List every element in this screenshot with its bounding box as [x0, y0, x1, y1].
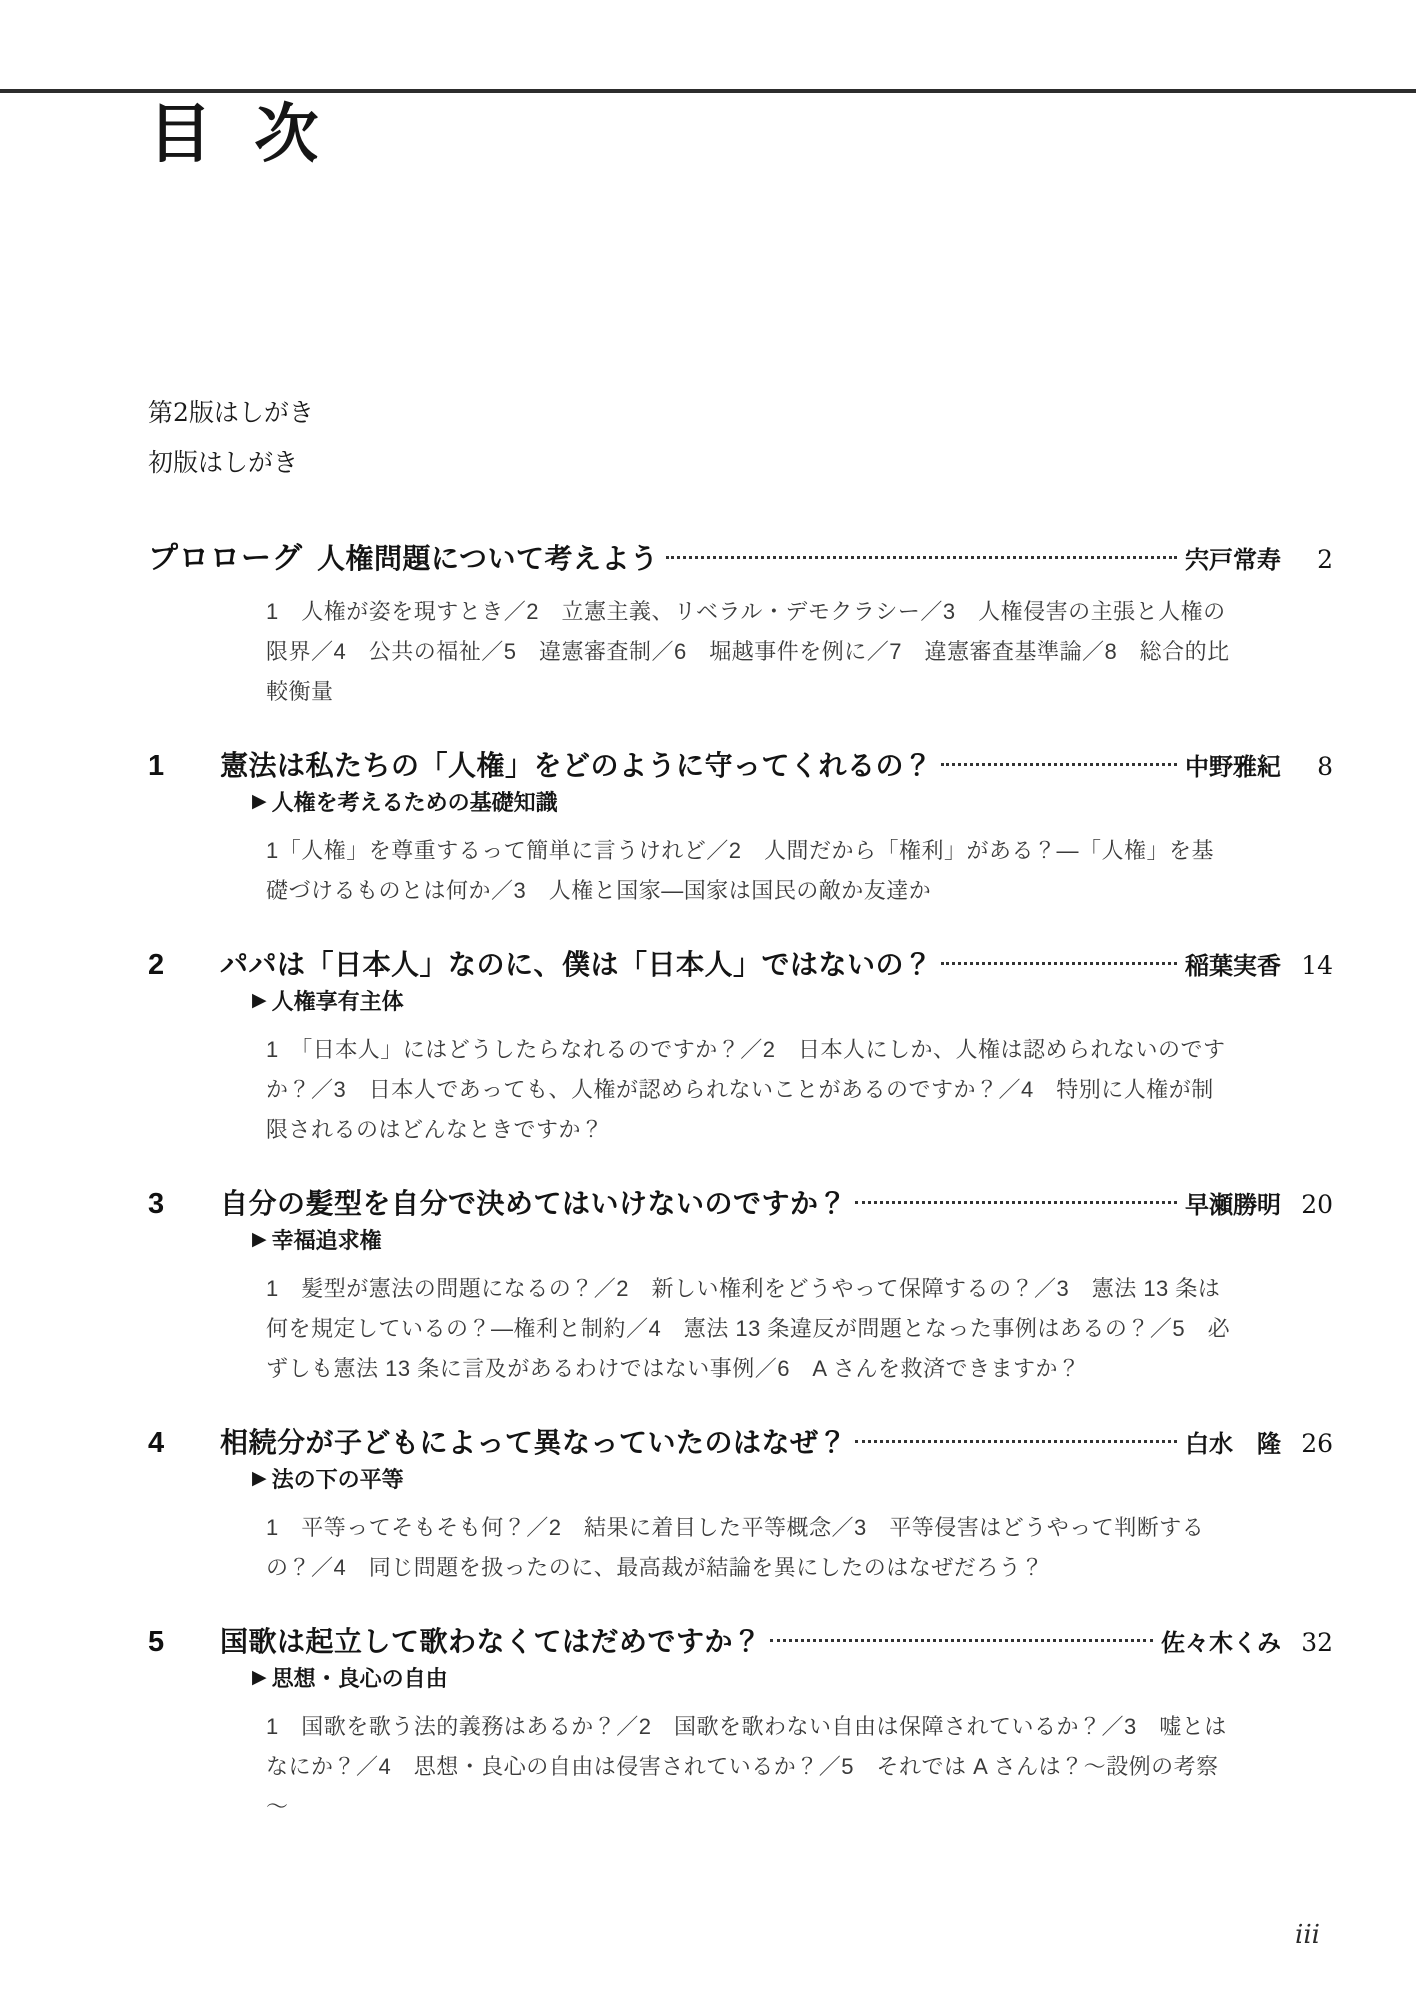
entry-page-number: 2: [1317, 545, 1333, 575]
entry-page-number: 8: [1317, 752, 1333, 782]
dotted-leader: [855, 1201, 1177, 1204]
entry-title: 自分の髪型を自分で決めてはいけないのですか？: [220, 1187, 848, 1221]
prologue-label: プロローグ: [148, 542, 303, 576]
entry-subtitle: 人権享有主体: [271, 989, 404, 1015]
entry-page-number: 14: [1301, 951, 1333, 981]
chapter-number: 4: [148, 1427, 165, 1460]
dotted-leader: [941, 962, 1177, 965]
entry-title: 人権問題について考えよう: [317, 542, 659, 576]
entry-topics: 1 髪型が憲法の問題になるの？／2 新しい権利をどうやって保障するの？／3 憲法 13 条は何を規定しているの？―権利と制約／4 憲法 13 条違反が問題となった事例はあるの？／5 必ずしも憲法 13 条に言及があるわけではない事例／6 A さんを救済できますか？: [266, 1276, 1231, 1382]
entry-subtitle-row: [252, 1466, 1333, 1494]
dotted-leader: [941, 763, 1177, 766]
entry-title-row: [148, 1425, 1333, 1462]
entry-subtitle: 法の下の平等: [271, 1467, 404, 1493]
entry-page-number: 26: [1301, 1429, 1333, 1459]
entry-subtitle: 幸福追求権: [271, 1228, 382, 1254]
folio-page-number: iii: [1295, 1920, 1320, 1950]
frontmatter-list: [148, 398, 1333, 478]
entry-title: 相続分が子どもによって異なっていたのはなぜ？: [220, 1426, 848, 1460]
triangle-marker-icon: ▶: [252, 1468, 267, 1490]
entry-topics: 1 平等ってそもそも何？／2 結果に着目した平等概念／3 平等侵害はどうやって判断するの？／4 同じ問題を扱ったのに、最高裁が結論を異にしたのはなぜだろう？: [266, 1515, 1205, 1581]
entry-subtitle: 思想・良心の自由: [271, 1666, 448, 1692]
dotted-leader: [770, 1639, 1153, 1642]
entry-title: パパは「日本人」なのに、僕は「日本人」ではないの？: [220, 948, 933, 982]
chapter-number: 5: [148, 1626, 165, 1659]
frontmatter-item-preface-2nd: 第2版はしがき: [148, 398, 314, 428]
entry-author: 早瀬勝明: [1185, 1190, 1281, 1220]
entry-subtitle: 人権を考えるための基礎知識: [271, 790, 558, 816]
entry-page-number: 32: [1301, 1628, 1333, 1658]
toc-entry-chapter-1: [148, 748, 1333, 911]
chapter-number: 1: [148, 750, 165, 783]
toc-entry-chapter-3: [148, 1186, 1333, 1389]
page-title: 目 次: [148, 97, 329, 172]
entry-subtitle-row: [252, 789, 1333, 817]
dotted-leader: [666, 556, 1177, 559]
entry-title-row: [148, 1186, 1333, 1223]
entry-topics: 1 人権が姿を現すとき／2 立憲主義、リベラル・デモクラシー／3 人権侵害の主張と人権の限界／4 公共の福祉／5 違憲審査制／6 堀越事件を例に／7 違憲審査基準論／8 総合的比較衡量: [266, 599, 1230, 705]
entry-author: 佐々木くみ: [1161, 1628, 1281, 1658]
entry-title-row: [148, 541, 1333, 578]
dotted-leader: [855, 1440, 1177, 1443]
toc-entry-chapter-5: [148, 1624, 1333, 1827]
entry-topics: 1「人権」を尊重するって簡単に言うけれど／2 人間だから「権利」がある？―「人権」を基礎づけるものとは何か／3 人権と国家―国家は国民の敵か友達か: [266, 838, 1214, 904]
entry-author: 稲葉実香: [1185, 951, 1281, 981]
entry-page-number: 20: [1301, 1190, 1333, 1220]
entry-subtitle-row: [252, 1227, 1333, 1255]
entry-title-row: [148, 947, 1333, 984]
toc-entry-chapter-4: [148, 1425, 1333, 1588]
toc-entry-prologue: [148, 541, 1333, 712]
entry-author: 宍戸常寿: [1185, 545, 1281, 575]
entry-title: 憲法は私たちの「人権」をどのように守ってくれるの？: [220, 749, 933, 783]
entry-topics: 1 「日本人」にはどうしたらなれるのですか？／2 日本人にしか、人権は認められないのですか？／3 日本人であっても、人権が認められないことがあるのですか？／4 特別に人権が制限されるのはどんなときですか？: [266, 1037, 1226, 1143]
entry-title-row: [148, 748, 1333, 785]
frontmatter-item-preface-1st: 初版はしがき: [148, 448, 299, 478]
chapter-number: 3: [148, 1188, 165, 1221]
toc-entry-chapter-2: [148, 947, 1333, 1150]
entry-title-row: [148, 1624, 1333, 1661]
entry-title: 国歌は起立して歌わなくてはだめですか？: [220, 1625, 762, 1659]
triangle-marker-icon: ▶: [252, 1667, 267, 1689]
chapter-number: 2: [148, 949, 165, 982]
entry-author: 白水 隆: [1185, 1429, 1281, 1459]
entry-topics: 1 国歌を歌う法的義務はあるか？／2 国歌を歌わない自由は保障されているか？／3 嘘とはなにか？／4 思想・良心の自由は侵害されているか？／5 それでは A さんは？～設例の考察～: [266, 1714, 1227, 1820]
triangle-marker-icon: ▶: [252, 1229, 267, 1251]
entry-subtitle-row: [252, 1665, 1333, 1693]
toc-page: [148, 0, 1333, 1827]
entry-author: 中野雅紀: [1185, 752, 1281, 782]
triangle-marker-icon: ▶: [252, 791, 267, 813]
entry-subtitle-row: [252, 988, 1333, 1016]
triangle-marker-icon: ▶: [252, 990, 267, 1012]
